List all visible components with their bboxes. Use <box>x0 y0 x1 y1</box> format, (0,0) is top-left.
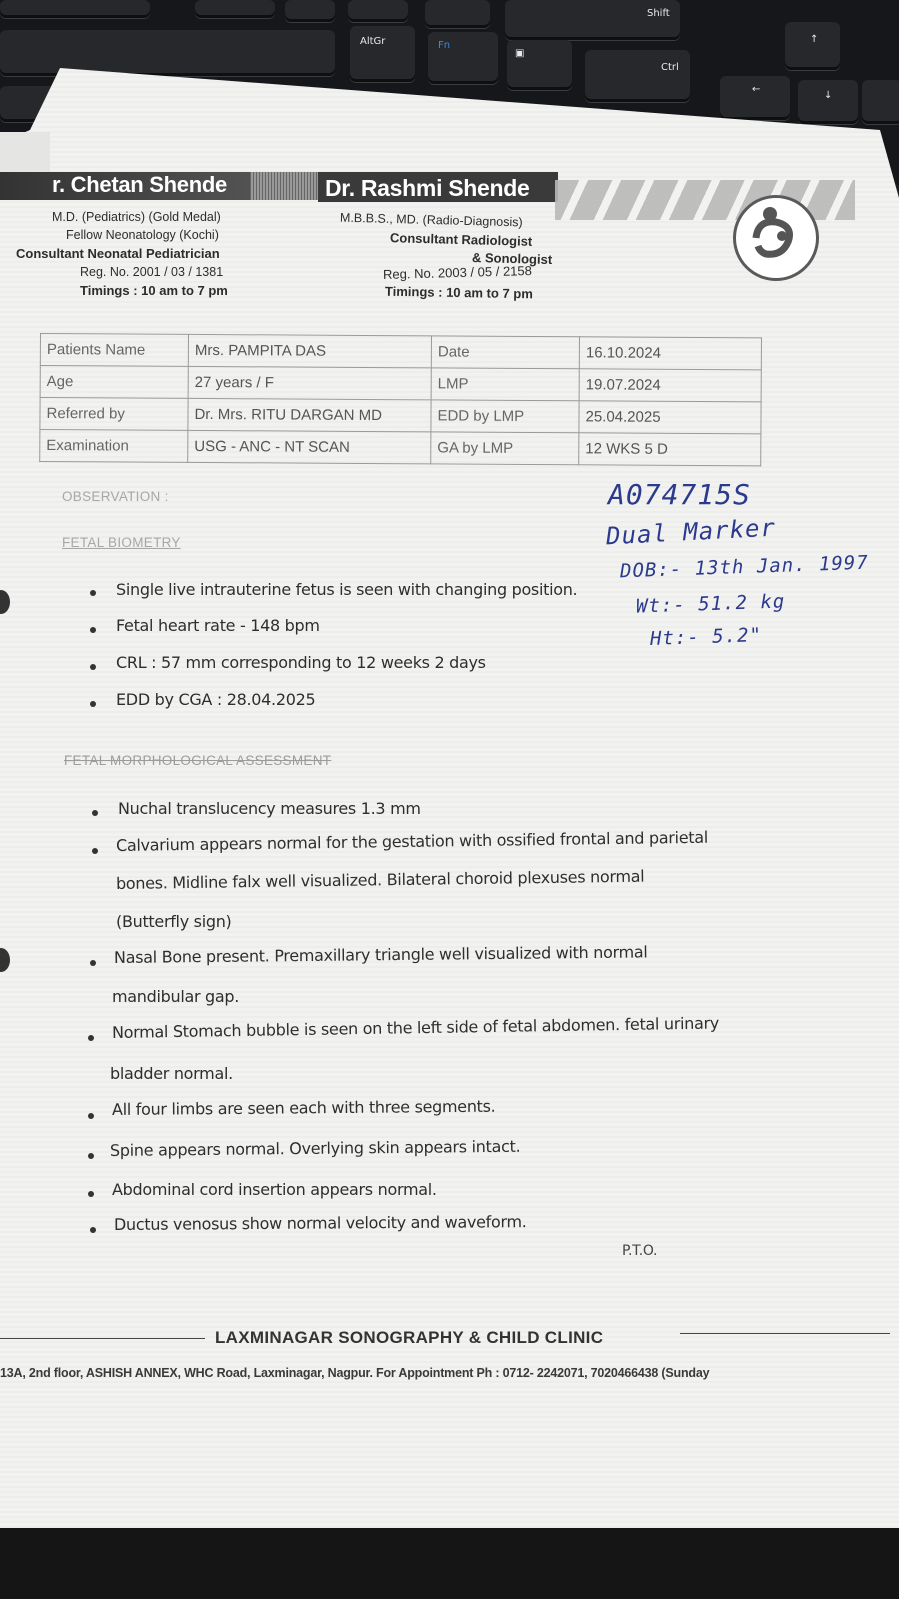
left-doctor-reg: Reg. No. 2001 / 03 / 1381 <box>80 265 224 279</box>
right-doctor-name: Dr. Rashmi Shende <box>325 175 530 201</box>
keyboard-key <box>348 0 408 22</box>
morphology-line: Spine appears normal. Overlying skin appears intact. <box>109 1136 521 1160</box>
morphology-line: Ductus venosus show normal velocity and waveform. <box>113 1212 527 1234</box>
value-lmp: 19.07.2024 <box>579 369 761 402</box>
morphology-heading: FETAL MORPHOLOGICAL ASSESSMENT <box>64 753 332 768</box>
table-row <box>40 398 761 434</box>
morphology-line: mandibular gap. <box>112 987 240 1006</box>
keyboard-key <box>425 0 490 28</box>
keyboard-key <box>285 0 335 22</box>
table-row <box>40 430 761 466</box>
bullet <box>92 810 98 816</box>
table-row <box>40 366 761 402</box>
right-doctor-reg: Reg. No. 2003 / 05 / 2158 <box>382 263 533 282</box>
value-referred-by: Dr. Mrs. RITU DARGAN MD <box>188 398 431 431</box>
bullet <box>90 627 96 633</box>
keyboard-key <box>195 0 275 18</box>
morphology-line: bones. Midline falx well visualized. Bilateral choroid plexuses normal <box>115 866 645 893</box>
bullet <box>90 701 96 707</box>
bullet <box>92 848 98 854</box>
arrow-down-key: ↓ <box>798 80 858 124</box>
morphology-line: Normal Stomach bubble is seen on the left side of fetal abdomen. fetal urinary <box>111 1013 720 1042</box>
observation-heading: OBSERVATION : <box>62 489 169 504</box>
bullet <box>90 1227 96 1233</box>
left-doctor-qualification: M.D. (Pediatrics) (Gold Medal) <box>52 210 221 224</box>
left-doctor-timings: Timings : 10 am to 7 pm <box>80 283 228 298</box>
ctrl-key: Ctrl <box>585 50 690 102</box>
label-ga-lmp: GA by LMP <box>431 432 579 465</box>
value-patient-name: Mrs. PAMPITA DAS <box>188 334 431 367</box>
morphology-line: Nuchal translucency measures 1.3 mm <box>118 799 421 818</box>
biometry-item: Single live intrauterine fetus is seen with changing position. <box>116 580 578 599</box>
handwritten-weight: Wt:- 51.2 kg <box>635 590 786 618</box>
bullet <box>90 664 96 670</box>
left-doctor-title: Consultant Neonatal Pediatrician <box>16 246 220 261</box>
footer-rule <box>0 1338 205 1339</box>
keyboard-key <box>0 0 150 18</box>
fetal-biometry-heading: FETAL BIOMETRY <box>62 535 181 550</box>
arrow-left-key: ← <box>720 76 790 120</box>
baby-logo-icon <box>736 198 816 278</box>
spacebar-key <box>0 30 335 76</box>
paper-fold <box>0 132 50 172</box>
left-doctor-fellowship: Fellow Neonatology (Kochi) <box>66 228 219 242</box>
pto-label: P.T.O. <box>622 1243 658 1259</box>
bullet <box>88 1035 94 1041</box>
right-doctor-qualification: M.B.B.S., MD. (Radio-Diagnosis) <box>339 210 523 230</box>
arrow-up-key: ↑ <box>785 22 840 70</box>
value-date: 16.10.2024 <box>579 337 761 370</box>
table-row <box>40 334 761 370</box>
morphology-line: Nasal Bone present. Premaxillary triangle well visualized with normal <box>113 942 648 967</box>
value-ga-lmp: 12 WKS 5 D <box>579 433 761 466</box>
morphology-line: (Butterfly sign) <box>116 912 232 931</box>
label-referred-by: Referred by <box>40 398 188 431</box>
label-age: Age <box>40 366 188 399</box>
keyboard-key <box>862 80 899 124</box>
bullet <box>90 590 96 596</box>
clinic-address: 13A, 2nd floor, ASHISH ANNEX, WHC Road, Laxminagar, Nagpur. For Appointment Ph : 0712- 2242071, 7020466438 (Sunday <box>0 1366 710 1380</box>
morphology-line: Abdominal cord insertion appears normal. <box>112 1180 437 1199</box>
morphology-line: All four limbs are seen each with three segments. <box>111 1096 496 1119</box>
biometry-item: Fetal heart rate - 148 bpm <box>116 616 320 635</box>
biometry-item: CRL : 57 mm corresponding to 12 weeks 2 days <box>116 653 486 672</box>
menu-key: ▣ <box>507 40 572 90</box>
value-age: 27 years / F <box>188 366 431 399</box>
label-date: Date <box>431 336 579 369</box>
value-examination: USG - ANC - NT SCAN <box>188 430 431 463</box>
bullet <box>90 960 96 966</box>
left-doctor-name: r. Chetan Shende <box>52 172 227 197</box>
fn-key: Fn <box>428 32 498 84</box>
bullet <box>88 1191 94 1197</box>
label-lmp: LMP <box>431 368 579 401</box>
clinic-name: LAXMINAGAR SONOGRAPHY & CHILD CLINIC <box>215 1328 604 1347</box>
value-edd-lmp: 25.04.2025 <box>579 401 761 434</box>
header-band-texture <box>250 172 320 200</box>
morphology-line: bladder normal. <box>110 1064 233 1083</box>
footer-rule <box>680 1333 890 1334</box>
morphology-line: Calvarium appears normal for the gestation with ossified frontal and parietal <box>115 827 709 855</box>
right-doctor-title: Consultant Radiologist <box>389 230 533 249</box>
handwritten-sample-id: A074715S <box>608 478 751 511</box>
bullet <box>88 1153 94 1159</box>
handwritten-test-name: Dual Marker <box>605 513 777 551</box>
label-patient-name: Patients Name <box>40 334 188 367</box>
label-edd-lmp: EDD by LMP <box>431 400 579 433</box>
label-examination: Examination <box>40 430 188 463</box>
handwritten-height: Ht:- 5.2" <box>649 624 763 650</box>
patient-details-table <box>39 333 762 466</box>
biometry-item: EDD by CGA : 28.04.2025 <box>116 690 316 709</box>
right-doctor-timings: Timings : 10 am to 7 pm <box>384 283 533 302</box>
clinic-logo <box>733 195 819 281</box>
altgr-key: AltGr <box>350 26 415 82</box>
shift-key: Shift <box>505 0 680 40</box>
bullet <box>88 1113 94 1119</box>
handwritten-dob: DOB:- 13th Jan. 1997 <box>619 551 870 583</box>
right-doctor-title-2: & Sonologist <box>471 249 553 268</box>
